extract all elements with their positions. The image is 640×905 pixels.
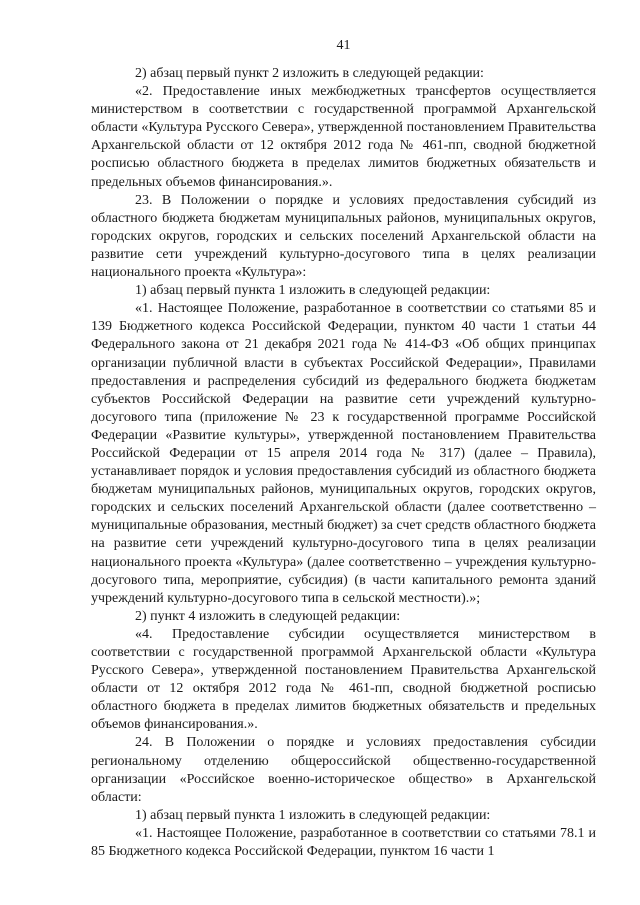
document-page — [91, 0, 596, 861]
paragraph-item-4-instruction: 2) пункт 4 изложить в следующей редакции: — [135, 608, 401, 624]
paragraph-regulation-text: «1. Настоящее Положение, разработанное в соответствии со статьями 85 и 139 Бюджетного кодекса Российской Федерации, пунктом 40 части 1 статьи 44 Федерального закона от 21 декабря 2021 года № 414-ФЗ «Об общих принципах организации публичной власти в субъектах Российской Федерации», Правилами предоставления и распределения субсидий из федерального бюджета бюджетам субъектов Российской Федерации на развитие сети учреждений культурно-досугового типа (приложение № 23 к государственной программе Российской Федерации «Развитие культуры», утвержденной постановлением Правительства Российской Федерации от 15 апреля 2014 года № 317) (далее – Правила), устанавливает порядок и условия предоставления субсидий из областного бюджета бюджетам муниципальных районов, муниципальных округов, городских округов, городских и сельских поселений Архангельской области (далее соответственно – муниципальные образования, местный бюджет) за счет средств областного бюджета на развитие сети учреждений культурно-досугового типа в целях реализации национального проекта «Культура» (далее соответственно – учреждения культурно-досугового типа, мероприятие, субсидия) (в части капитального ремонта зданий учреждений культурно-досугового типа в сельской местности).»; — [91, 301, 596, 606]
paragraph-section-23: 23. В Положении о порядке и условиях предоставления субсидий из областного бюджета бюджетам муниципальных районов, муниципальных округов, городских округов, городских и сельских поселений Архангельской области на развитие сети учреждений культурно-досугового типа в целях реализации национального проекта «Культура»: — [91, 192, 596, 281]
paragraph-item-1-paragraph-1-second: 1) абзац первый пункта 1 изложить в следующей редакции: — [135, 807, 491, 823]
paragraph-subsidy-provision: «4. Предоставление субсидии осуществляется министерством в соответствии с государственной программой Архангельской области «Культура Русского Севера», утвержденной постановлением Правительства Архангельской области от 12 октября 2012 года № 461-пп, сводной бюджетной росписью областного бюджета в пределах лимитов бюджетных обязательств и предельных объемов финансирования.». — [91, 626, 596, 733]
paragraph-item-2-paragraph-1: 2) абзац первый пункт 2 изложить в следующей редакции: — [135, 66, 484, 81]
paragraph-section-24: 24. В Положении о порядке и условиях предоставления субсидии региональному отделению общероссийской общественно-государственной организации «Российское военно-историческое общество» в Архангельской области: — [91, 735, 596, 805]
paragraph-item-1-paragraph-1: 1) абзац первый пункта 1 изложить в следующей редакции: — [135, 283, 491, 299]
page-number: 41 — [336, 38, 351, 53]
paragraph-regulation-text-second: «1. Настоящее Положение, разработанное в соответствии со статьями 78.1 и 85 Бюджетного кодекса Российской Федерации, пунктом 16 части 1 — [91, 825, 596, 860]
paragraph-transfers-provision: «2. Предоставление иных межбюджетных трансфертов осуществляется министерством в соответствии с государственной программой Архангельской области «Культура Русского Севера», утвержденной постановлением Правительства Архангельской области от 12 октября 2012 года № 461-пп, сводной бюджетной росписью областного бюджета в пределах лимитов бюджетных обязательств и предельных объемов финансирования.». — [91, 84, 596, 190]
